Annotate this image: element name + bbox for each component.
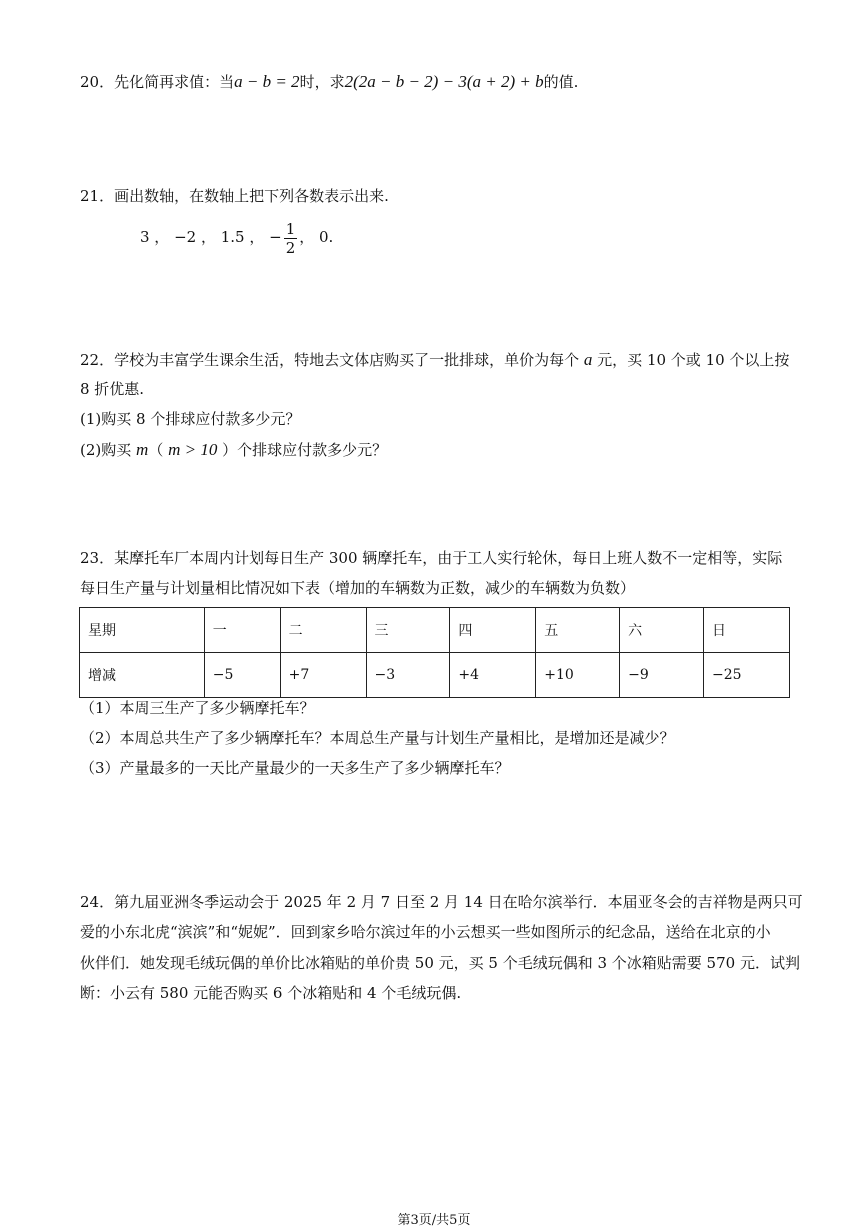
table-cell: −3 bbox=[366, 653, 450, 698]
q20-condition: a − b = 2 bbox=[234, 72, 300, 91]
q23-part1: （1）本周三生产了多少辆摩托车？ bbox=[80, 699, 315, 717]
table-cell: +7 bbox=[280, 653, 366, 698]
table-header-cell: 二 bbox=[280, 608, 366, 653]
question-24-line2: 爱的小东北虎“滨滨”和“妮妮”．回到家乡哈尔滨过年的小云想买一些如图所示的纪念品，送给在北京的小 bbox=[80, 923, 771, 941]
table-header-cell: 五 bbox=[536, 608, 620, 653]
table-row bbox=[80, 653, 790, 698]
question-23-line2: 每日生产量与计划量相比情况如下表（增加的车辆数为正数，减少的车辆数为负数） bbox=[80, 579, 636, 597]
q22-var-m: m bbox=[136, 440, 149, 459]
q21-number-list bbox=[140, 218, 333, 257]
q22-condition: m > 10 bbox=[168, 440, 218, 459]
q23-part2: （2）本周总共生产了多少辆摩托车？本周总生产量与计划生产量相比，是增加还是减少？ bbox=[80, 729, 675, 747]
q21-fraction bbox=[284, 220, 298, 257]
q20-expression: 2(2a − b − 2) − 3(a + 2) + b bbox=[344, 72, 544, 91]
q22-part2-c: ）个排球应付款多少元？ bbox=[222, 441, 388, 459]
q22-line1-a: 学校为丰富学生课余生活，特地去文体店购买了一批排球，单价为每个 bbox=[114, 351, 580, 369]
q24-number: 24． bbox=[80, 893, 115, 911]
question-21 bbox=[80, 186, 389, 206]
table-cell: +10 bbox=[536, 653, 620, 698]
table-header-cell: 三 bbox=[366, 608, 450, 653]
q21-frac-num: 1 bbox=[285, 219, 296, 238]
table-cell: +4 bbox=[450, 653, 536, 698]
q23-part3: （3）产量最多的一天比产量最少的一天多生产了多少辆摩托车？ bbox=[80, 759, 510, 777]
page-footer: 第3页/共5页 bbox=[397, 1213, 471, 1228]
q22-part1: (1)购买 8 个排球应付款多少元？ bbox=[80, 410, 301, 428]
q22-number: 22． bbox=[80, 351, 115, 369]
q23-line1: 某摩托车厂本周内计划每日生产 300 辆摩托车，由于工人实行轮休，每日上班人数不一定相等，实际 bbox=[114, 549, 783, 567]
q20-intro: 先化简再求值：当 bbox=[114, 73, 235, 91]
q22-line1-b: 元，买 10 个或 10 个以上按 bbox=[597, 351, 790, 369]
q20-tail: 的值. bbox=[543, 73, 579, 91]
q20-mid: 时，求 bbox=[299, 73, 345, 91]
production-table bbox=[79, 607, 790, 698]
q20-number: 20． bbox=[80, 73, 115, 91]
q22-part2-a: (2)购买 bbox=[80, 441, 132, 459]
q21-numbers-before: 3 ， −2 ， 1.5 ， − bbox=[140, 228, 282, 246]
q21-numbers-after: ， 0. bbox=[299, 228, 334, 246]
table-cell: −25 bbox=[704, 653, 790, 698]
table-header-cell: 四 bbox=[450, 608, 536, 653]
question-20 bbox=[80, 72, 578, 92]
q24-line1: 第九届亚洲冬季运动会于 2025 年 2 月 7 日至 2 月 14 日在哈尔滨举行．本届亚冬会的吉祥物是两只可 bbox=[114, 893, 803, 911]
question-23-line1 bbox=[80, 548, 782, 568]
q21-number: 21． bbox=[80, 187, 115, 205]
q23-number: 23． bbox=[80, 549, 115, 567]
table-cell: −5 bbox=[204, 653, 280, 698]
table-header-cell: 六 bbox=[620, 608, 704, 653]
question-22-line2: 8 折优惠. bbox=[80, 380, 145, 398]
question-24-line4: 断：小云有 580 元能否购买 6 个冰箱贴和 4 个毛绒玩偶. bbox=[80, 984, 462, 1002]
table-header-row bbox=[80, 608, 790, 653]
question-24-line1 bbox=[80, 892, 803, 912]
question-22-line1 bbox=[80, 350, 789, 370]
q22-part2-b: （ bbox=[148, 441, 164, 459]
table-header-cell: 星期 bbox=[80, 608, 205, 653]
table-header-cell: 一 bbox=[204, 608, 280, 653]
q22-var-a: a bbox=[583, 350, 593, 369]
table-header-cell: 日 bbox=[704, 608, 790, 653]
q21-frac-den: 2 bbox=[285, 238, 296, 257]
table-cell: 增减 bbox=[80, 653, 205, 698]
q21-text: 画出数轴，在数轴上把下列各数表示出来. bbox=[114, 187, 389, 205]
table-cell: −9 bbox=[620, 653, 704, 698]
question-24-line3: 伙伴们．她发现毛绒玩偶的单价比冰箱贴的单价贵 50 元，买 5 个毛绒玩偶和 3 个冰箱贴需要 570 元．试判 bbox=[80, 954, 800, 972]
q22-part2 bbox=[80, 440, 387, 460]
